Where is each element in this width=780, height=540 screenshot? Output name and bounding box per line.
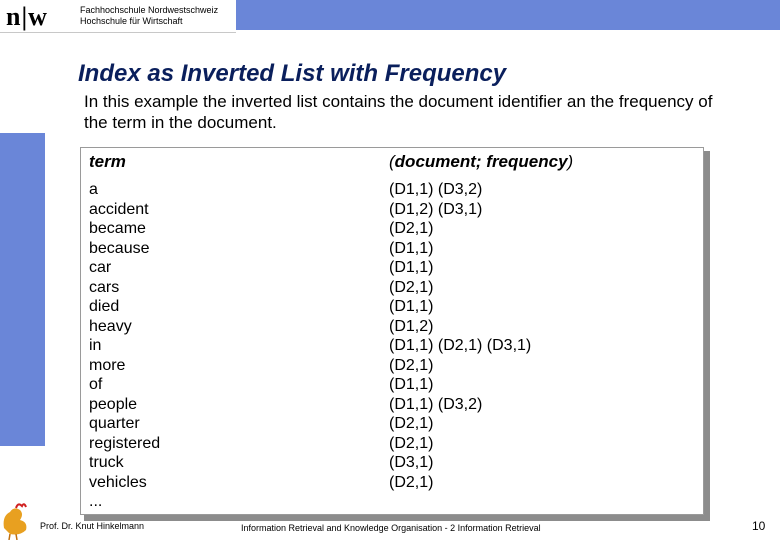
posting-item: (D3,1): [389, 454, 434, 471]
rooster-mascot-icon: [0, 498, 34, 540]
term-item: heavy: [89, 317, 132, 335]
posting-item: (D2,1): [389, 220, 434, 237]
posting-item: (D1,2) (D3,1): [389, 200, 483, 218]
posting-item: (D2,1): [389, 356, 434, 374]
slide-title: Index as Inverted List with Frequency: [78, 60, 507, 87]
school-logo: [0, 0, 236, 33]
logo-mark: n|w: [6, 2, 48, 31]
term-item: of: [89, 376, 103, 393]
footer-course: Information Retrieval and Knowledge Organisation - 2 Information Retrieval: [241, 523, 541, 533]
posting-item: (D1,1): [389, 239, 434, 257]
term-item: truck: [89, 454, 124, 471]
header-band: [236, 0, 780, 30]
posting-item: (D1,1) (D2,1) (D3,1): [389, 337, 532, 354]
term-item: died: [89, 298, 120, 315]
term-item: registered: [89, 434, 161, 452]
posting-list: [389, 180, 531, 492]
footer-author: Prof. Dr. Knut Hinkelmann: [40, 521, 145, 531]
page-number: 10: [752, 519, 766, 533]
posting-column-header: (document; frequency): [389, 152, 574, 171]
posting-item: (D1,1): [389, 298, 434, 315]
term-item: became: [89, 220, 146, 237]
posting-item: (D2,1): [389, 278, 434, 296]
logo-school-name: Fachhochschule Nordwestschweiz: [80, 5, 219, 15]
term-item: ...: [89, 493, 103, 510]
posting-item: (D1,2): [389, 317, 434, 335]
term-item: people: [89, 395, 138, 413]
term-item: car: [89, 259, 112, 276]
posting-item: (D2,1): [389, 415, 434, 432]
term-item: in: [89, 337, 102, 354]
posting-item: (D2,1): [389, 434, 434, 452]
term-list: [89, 180, 160, 512]
term-item: accident: [89, 200, 149, 218]
left-accent-bar: [0, 133, 45, 446]
term-item: cars: [89, 278, 120, 296]
inverted-list-table: [80, 147, 704, 515]
term-item: a: [89, 181, 98, 198]
term-item: more: [89, 356, 126, 374]
logo-faculty-name: Hochschule für Wirtschaft: [80, 16, 183, 26]
slide-subtitle: In this example the inverted list contains the document identifier an the frequency of the term in the document.: [84, 92, 713, 132]
posting-item: (D1,1) (D3,2): [389, 395, 483, 413]
posting-item: (D1,1): [389, 259, 434, 276]
term-column-header: term: [89, 152, 126, 171]
posting-item: (D1,1) (D3,2): [389, 181, 483, 198]
posting-item: (D1,1): [389, 376, 434, 393]
term-item: vehicles: [89, 473, 147, 491]
posting-item: (D2,1): [389, 473, 434, 491]
term-item: because: [89, 239, 150, 257]
term-item: quarter: [89, 415, 140, 432]
posting-header-text: document; frequency: [394, 152, 568, 171]
